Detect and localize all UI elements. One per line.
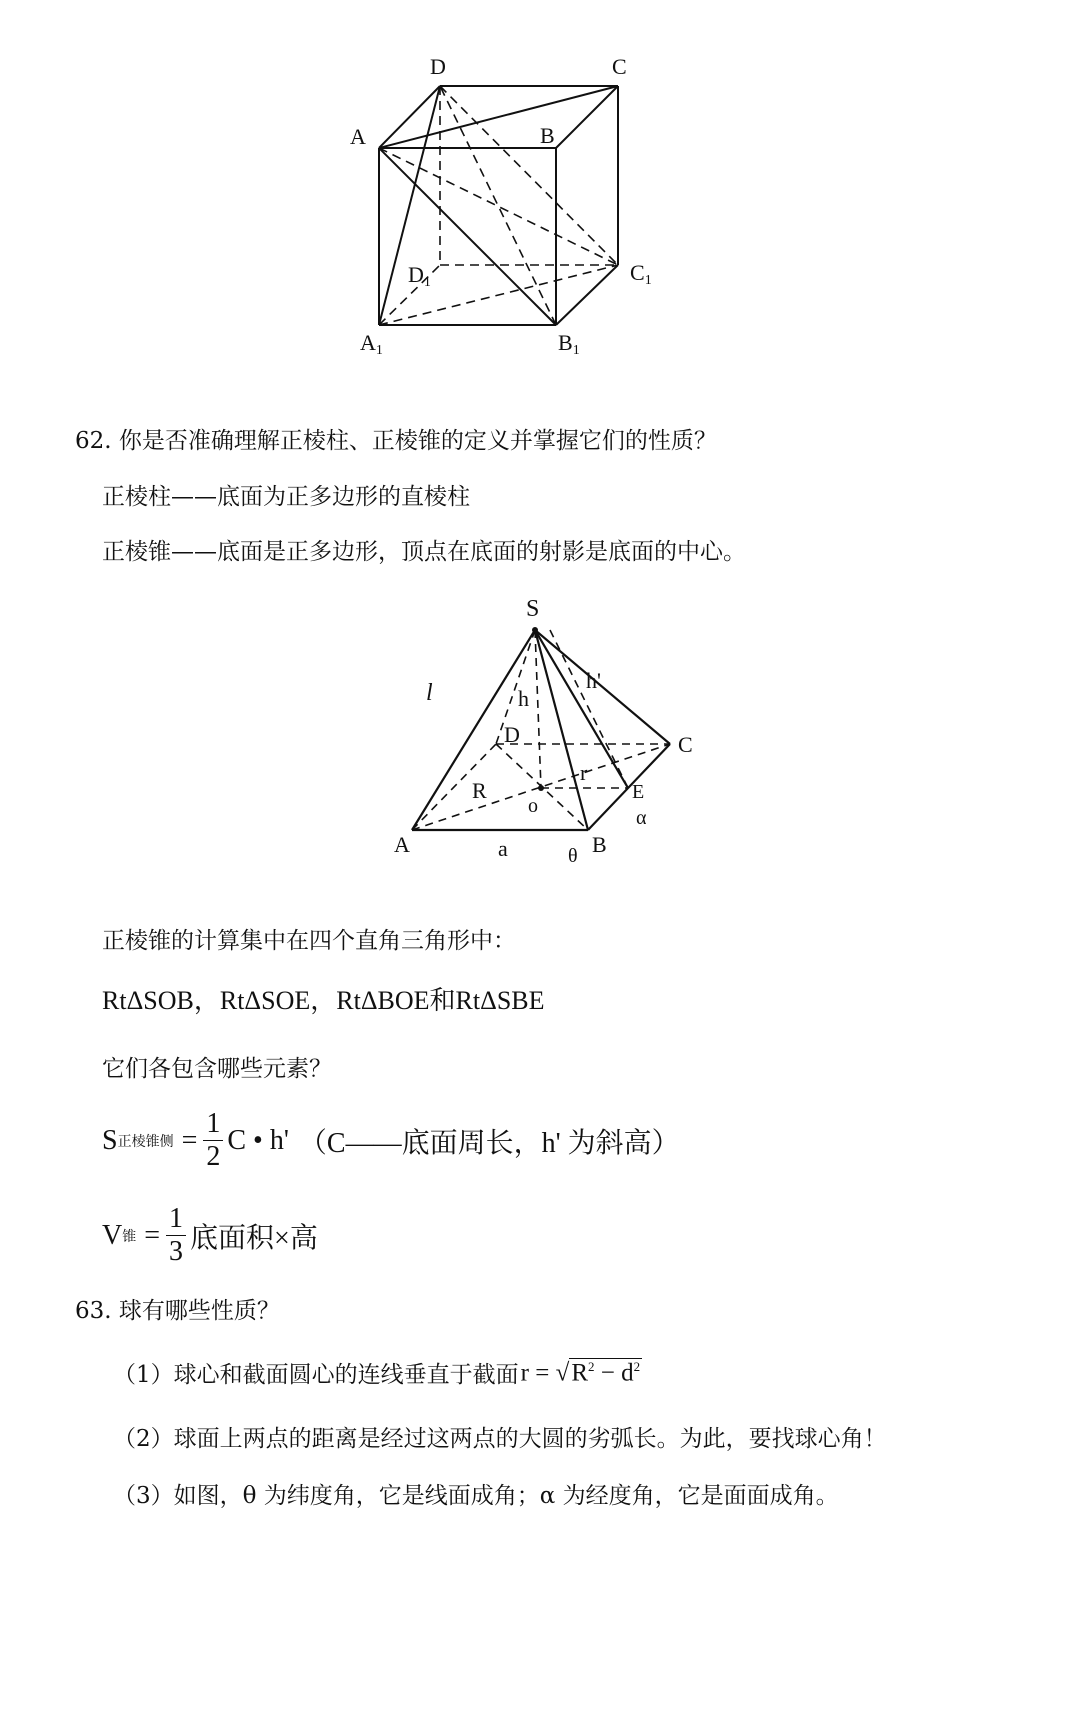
edge-SC: [535, 630, 670, 744]
diag-AC: [379, 86, 618, 148]
label-A: A: [350, 124, 366, 149]
q63-item2: （2）球面上两点的距离是经过这两点的大圆的劣弧长。为此，要找球心角！: [113, 1426, 887, 1452]
label-r: r: [580, 760, 588, 785]
label-C: C: [678, 732, 693, 757]
lateral-area-formula: [102, 1110, 680, 1171]
volume-formula: [102, 1205, 318, 1266]
r-equals: r =: [520, 1359, 550, 1387]
label-D: D: [504, 722, 520, 747]
label-O: o: [528, 795, 538, 817]
calc-intro: 正棱锥的计算集中在四个直角三角形中：: [102, 928, 516, 954]
sqrt-sign: √: [555, 1359, 570, 1387]
v-equals: =: [144, 1219, 161, 1251]
pyramid-diagram: [380, 590, 710, 880]
sqrt-body: [569, 1358, 642, 1387]
cube-diagram: [350, 50, 730, 390]
v-fraction-den: 3: [169, 1236, 184, 1267]
q63-item3: （3）如图，θ 为纬度角，它是线面成角；α 为经度角，它是面面成角。: [113, 1483, 839, 1509]
label-l: l: [426, 680, 433, 706]
apex-dot: [532, 627, 538, 633]
label-h-prime: h': [586, 668, 601, 693]
v-symbol: V: [102, 1219, 123, 1251]
edge-AD: [379, 86, 440, 148]
label-C1: C1: [630, 260, 652, 288]
s-equals: =: [181, 1124, 198, 1156]
sqrt-exp1: 2: [588, 1358, 595, 1374]
q63-item1-formula: [521, 1358, 642, 1387]
sqrt-R: R: [571, 1359, 588, 1387]
label-h: h: [518, 686, 529, 711]
height-SO: [535, 630, 541, 788]
s-subscript: 正棱锥侧: [117, 1134, 174, 1150]
edge-SB: [535, 630, 588, 830]
prism-definition: 正棱柱——底面为正多边形的直棱柱: [102, 484, 470, 510]
pyramid-definition: 正棱锥——底面是正多边形，顶点在底面的射影是底面的中心。: [102, 539, 746, 565]
label-B: B: [592, 832, 607, 857]
sqrt-exp2: 2: [633, 1358, 641, 1374]
s-note: （C——底面周长，h' 为斜高）: [298, 1127, 680, 1159]
q63-item1-text: （1）球心和截面圆心的连线垂直于截面: [113, 1362, 519, 1388]
diag-B1D: [440, 86, 556, 325]
q62-title: 62. 你是否准确理解正棱柱、正棱锥的定义并掌握它们的性质？: [75, 428, 717, 454]
label-alpha: α: [636, 807, 647, 829]
edge-BC: [556, 86, 618, 148]
calc-question: 它们各包含哪些元素？: [102, 1056, 332, 1082]
label-D1: D1: [408, 262, 431, 290]
label-A: A: [394, 832, 410, 857]
s-fraction: [203, 1110, 223, 1171]
label-C: C: [612, 54, 627, 79]
v-fraction-num: 1: [166, 1205, 186, 1236]
label-B1: B1: [558, 330, 580, 358]
label-a: a: [498, 836, 508, 861]
label-R: R: [472, 778, 487, 803]
v-fraction: [166, 1205, 186, 1266]
s-fraction-num: 1: [203, 1110, 223, 1141]
q63-item1: [113, 1356, 642, 1389]
v-subscript: 锥: [122, 1229, 137, 1245]
label-A1: A1: [360, 330, 383, 358]
s-symbol: S: [102, 1124, 118, 1156]
label-S: S: [526, 596, 540, 622]
label-theta: θ: [568, 845, 578, 867]
label-D: D: [430, 54, 446, 79]
label-B: B: [540, 123, 555, 148]
s-body: C • h': [227, 1124, 289, 1156]
s-fraction-den: 2: [206, 1141, 221, 1172]
sqrt-mid: − d: [594, 1359, 634, 1387]
edge-B1C1: [556, 265, 618, 325]
label-E: E: [632, 781, 645, 803]
q63-title: 63. 球有哪些性质？: [75, 1298, 280, 1324]
center-dot: [538, 785, 544, 791]
calc-triangles: RtΔSOB，RtΔSOE，RtΔBOE和RtΔSBE: [102, 986, 545, 1015]
diag-AC1: [379, 148, 618, 265]
v-body: 底面积×高: [190, 1222, 318, 1254]
